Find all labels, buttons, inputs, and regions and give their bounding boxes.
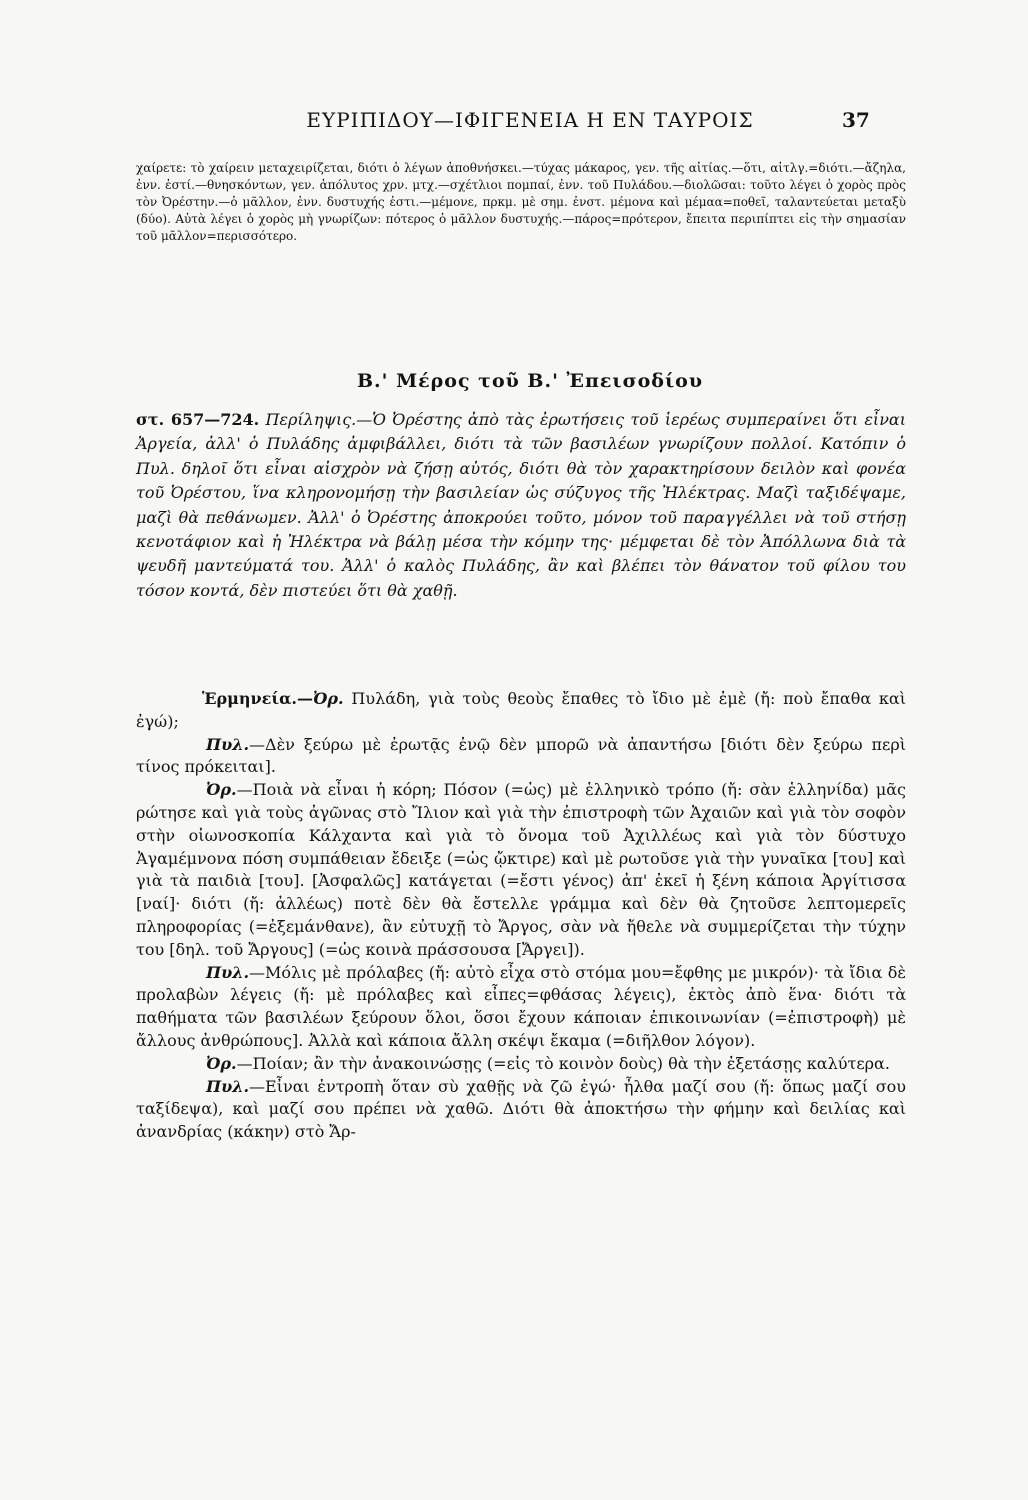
dialogue-line bbox=[136, 1053, 906, 1076]
interpretation-label: Ἑρμηνεία. bbox=[202, 689, 297, 708]
section-heading: Β.' Μέρος τοῦ Β.' Ἐπεισοδίου bbox=[356, 370, 704, 392]
dialogue-text: —Μόλις μὲ πρόλαβες (ἤ: αὐτὸ εἶχα στὸ στόμα μου=ἔφθης με μικρόν)· τὰ ἴδια δὲ προλαβὼν λέγεις (ἤ: μὲ πρόλαβες καὶ εἶπες=φθάσας λέγεις), ἐκτὸς ἀπὸ ἕνα· διότι τὰ παθήματα τῶν βασιλέων ξεύρουν ὅλοι, ὅσοι ἔχουν κάποιαν ἐπικοινωνίαν (=ἐπιστροφὴ) μὲ ἄλλους ἀνθρώπους]. Ἀλλὰ καὶ κάποια ἄλλη σκέψι ἔκαμα (=διῆλθον λόγον). bbox=[136, 962, 906, 1050]
page-number: 37 bbox=[842, 108, 870, 132]
dialogue-line bbox=[136, 734, 906, 780]
dialogue-text: Πυλάδη, γιὰ τοὺς θεοὺς ἔπαθες τὸ ἴδιο μὲ ἐμὲ (ἤ: ποὺ ἔπαθα καὶ ἐγώ); bbox=[136, 689, 906, 731]
dialogue-line bbox=[136, 688, 906, 734]
dialogue-line bbox=[136, 1076, 906, 1144]
speaker: Πυλ. bbox=[206, 1076, 250, 1096]
dialogue-text: —Ποιὰ νὰ εἶναι ἡ κόρη; Πόσον (=ὡς) μὲ ἑλληνικὸ τρόπο (ἤ: σὰν ἑλληνίδα) μᾶς ρώτησε καὶ γιὰ τοὺς ἀγῶνας στὸ Ἴλιον καὶ γιὰ τὴν ἐπιστροφὴ τῶν Ἀχαιῶν καὶ γιὰ τὸν σοφὸν στὴν οἰωνοσκοπία Κάλχαντα καὶ γιὰ τὸ ὄνομα τοῦ Ἀχιλλέως καὶ γιὰ τὸν δύστυχο Ἀγαμέμνονα πόση συμπάθειαν ἔδειξε (=ὡς ᾤκτιρε) καὶ μὲ ρωτοῦσε γιὰ τὴν γυναῖκα [του] καὶ γιὰ τὰ παιδιὰ [του]. [Ἀσφαλῶς] κατάγεται (=ἔστι γένος) ἀπ' ἐκεῖ ἡ ξένη κάποια Ἀργίτισσα [ναί]· διότι (ἤ: ἀλλέως) ποτὲ δὲν θὰ ἔστελλε γράμμα καὶ δὲν θὰ ζητοῦσε λεπτομερεῖς πληροφορίας (=ἐξεμάνθανε), ἂν εὐτυχῇ τὸ Ἄργος, σὰν νὰ ἤθελε νὰ συμμερίζεται τὴν τύχην του [δηλ. τοῦ Ἄργους] (=ὡς κοινὰ πράσσουσα [Ἄργει]). bbox=[136, 780, 906, 959]
running-head: ΕΥΡΙΠΙΔΟΥ—ΙΦΙΓΕΝΕΙΑ Η ΕΝ ΤΑΥΡΟΙΣ bbox=[306, 108, 754, 132]
speaker: Ὀρ. bbox=[206, 780, 237, 800]
interpretation-section bbox=[136, 688, 906, 1144]
dialogue-text: —Εἶναι ἐντροπὴ ὅταν σὺ χαθῇς νὰ ζῶ ἐγώ· ἦλθα μαζί σου (ἤ: ὅπως μαζί σου ταξίδεψα), καὶ μαζί σου πρέπει νὰ χαθῶ. Διότι θὰ ἀποκτήσω τὴν φήμην καὶ δειλίας καὶ ἀνανδρίας (κάκην) στὸ Ἄρ- bbox=[136, 1076, 906, 1142]
summary-text: —Ὁ Ὀρέστης ἀπὸ τὰς ἐρωτήσεις τοῦ ἱερέως συμπεραίνει ὅτι εἶναι Ἀργεία, ἀλλ' ὁ Πυλάδης ἀμφιβάλλει, διότι τὰ τῶν βασιλέων γνωρίζουν πολλοί. Κατόπιν ὁ Πυλ. δηλοῖ ὅτι εἶναι αἰσχρὸν νὰ ζήσῃ αὐτός, διότι θὰ τὸν χαρακτηρίσουν δειλὸν καὶ φονέα τοῦ Ὀρέστου, ἵνα κληρονομήσῃ τὴν βασιλείαν ὡς σύζυγος τῆς Ἠλέκτρας. Μαζὶ ταξιδέψαμε, μαζὶ θὰ πεθάνωμεν. Ἀλλ' ὁ Ὀρέστης ἀποκρούει τοῦτο, μόνον τοῦ παραγγέλλει νὰ τοῦ στήσῃ κενοτάφιον καὶ ἡ Ἠλέκτρα νὰ βάλῃ μέσα τὴν κόμην της· μέμφεται δὲ τὸν Ἀπόλλωνα διὰ τὰ ψευδῆ μαντεύματά του. Ἀλλ' ὁ καλὸς Πυλάδης, ἂν καὶ βλέπει τὸν θάνατον τοῦ φίλου του τόσον κοντά, δὲν πιστεύει ὅτι θὰ χαθῇ. bbox=[136, 410, 906, 600]
summary-paragraph bbox=[136, 408, 906, 603]
commentary-notes: χαίρετε: τὸ χαίρειν μεταχειρίζεται, διότι ὁ λέγων ἀποθνήσκει.—τύχας μάκαρος, γεν. τῆς αἰτίας.—ὅτι, αἰτλγ.=διότι.—ἄζηλα, ἐνν. ἐστί.—θνησκόντων, γεν. ἀπόλυτος χρν. μτχ.—σχέτλιοι πομπαί, ἐνν. τοῦ Πυλάδου.—διολῶσαι: τοῦτο λέγει ὁ χορὸς πρὸς τὸν Ὀρέστην.—ὁ μᾶλλον, ἐνν. δυστυχής ἐστι.—μέμονε, πρκμ. μὲ σημ. ἐνστ. μέμονα καὶ μέμαα=ποθεῖ, ταλαντεύεται μεταξὺ (δύο). Αὐτὰ λέγει ὁ χορὸς μὴ γνωρίζων: πότερος ὁ μᾶλλον δυστυχής.—πάρος=πρότερον, ἔπειτα περιπίπτει εἰς τὴν σημασίαν τοῦ μᾶλλον=περισσότερο. bbox=[136, 161, 906, 243]
dialogue-text: —Δὲν ξεύρω μὲ ἐρωτᾷς ἐνῷ δὲν μπορῶ νὰ ἀπαντήσω [διότι δὲν ξεύρω περὶ τίνος πρόκειται]. bbox=[136, 734, 906, 777]
dialogue-line bbox=[136, 779, 906, 961]
speaker: Πυλ. bbox=[206, 734, 250, 754]
dialogue-text: —Ποίαν; ἂν τὴν ἀνακοινώσῃς (=εἰς τὸ κοινὸν δοὺς) θὰ τὴν ἐξετάσῃς καλύτερα. bbox=[236, 1053, 890, 1073]
speaker: Ὀρ. bbox=[206, 1053, 237, 1073]
speaker: Πυλ. bbox=[206, 962, 250, 982]
verse-range: στ. 657—724. bbox=[136, 410, 260, 429]
dialogue-line bbox=[136, 962, 906, 1053]
summary-label: Περίληψις. bbox=[265, 410, 357, 429]
speaker: —Ὀρ. bbox=[296, 689, 344, 708]
